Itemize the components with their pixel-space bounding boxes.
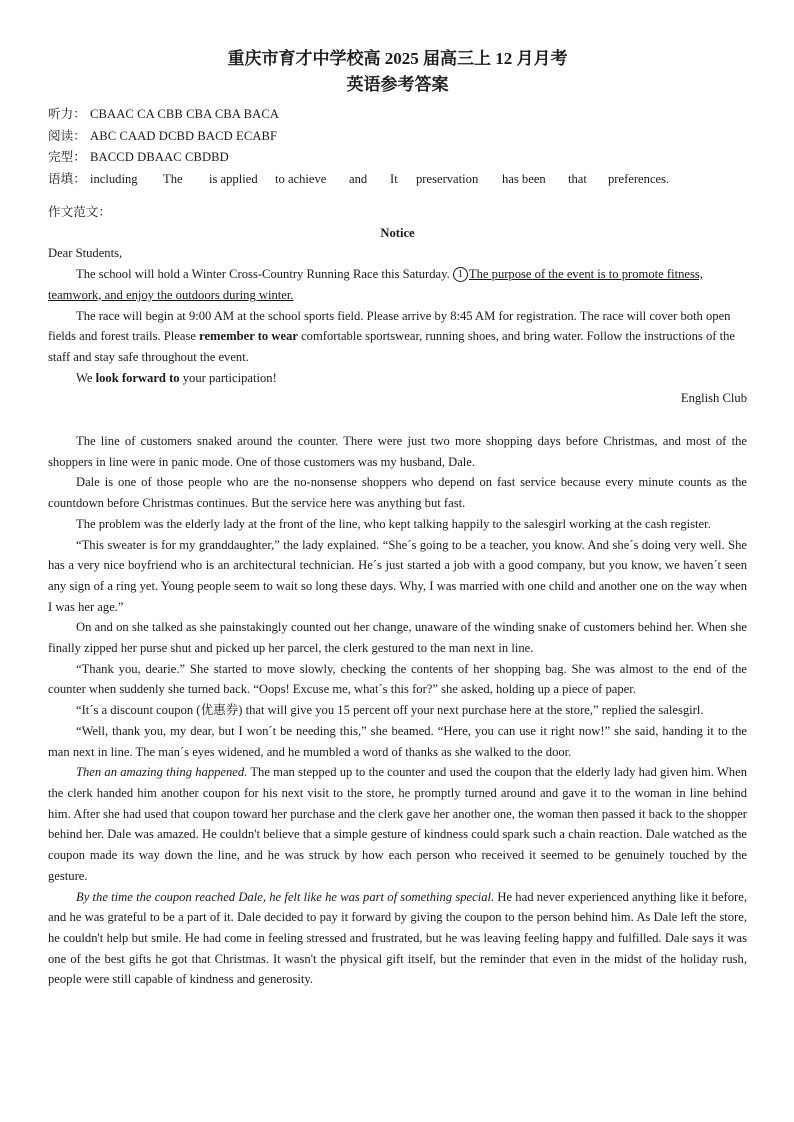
- grammar-answer: is applied: [209, 171, 258, 186]
- notice-text: The school will hold a Winter Cross-Country Running Race this Saturday.: [76, 267, 453, 282]
- essay-label: 作文范文：: [48, 205, 111, 219]
- story-paragraph: Dale is one of those people who are the no-nonsense shoppers who depend on fast service because every minute counts as the countdown before Christmas continues. But the service here was anything but fast.: [48, 475, 747, 511]
- notice-title: Notice: [380, 225, 415, 240]
- story-paragraph: “Thank you, dearie.” She started to move slowly, checking the contents of her shopping bag. She was almost to the end of the counter when suddenly she turned back. “Oops! Excuse me, what´s this for?” she asked, holding up a piece of paper.: [48, 661, 747, 697]
- answer-row-grammar: [48, 169, 747, 191]
- notice-text: comfortable sportswear, running shoes, and bring water. Follow the instructions of the staff and stay safe throughout the event.: [48, 329, 735, 364]
- story-paragraph: [48, 887, 747, 991]
- answer-value: CBAAC CA CBB CBA CBA BACA: [90, 107, 280, 121]
- notice-paragraph-2: [48, 306, 747, 368]
- answer-row-reading: [48, 126, 747, 148]
- page-subtitle: 英语参考答案: [346, 75, 449, 94]
- notice-text: The race will begin at 9:00 AM at the school sports field. Please arrive by 8:45 AM for registration. The race will cover both open fields and forest trails. Please: [48, 308, 731, 344]
- grammar-answer: It: [390, 171, 398, 186]
- grammar-answer: preservation: [416, 171, 479, 186]
- story-text: The man stepped up to the counter and used the coupon that the elderly lady had given him. When the clerk handed him another coupon for his next visit to the store, he promptly turned around and gave it to the woman in line behind him. After she had used that coupon toward her purchase and the clerk gave her another one, the woman then passed it back to the shopper behind her. Dale was amazed. He couldn't believe that a simple gesture of kindness could spark such a chain reaction. Dale watched as the coupon made its way down the line, and he was struck by how each person who received it seemed to be genuinely touched by the gesture.: [48, 765, 747, 883]
- grammar-answer: including: [90, 171, 138, 186]
- italic-opening-sentence: By the time the coupon reached Dale, he felt like he was part of something special.: [76, 889, 495, 904]
- bold-phrase: look forward to: [95, 370, 180, 385]
- grammar-answer: has been: [502, 171, 546, 186]
- document-page: [48, 46, 747, 990]
- answer-row-listening: [48, 104, 747, 126]
- answer-label: 语填：: [48, 171, 86, 186]
- story-paragraph: “Well, thank you, my dear, but I won´t be needing this,” she beamed. “Here, you can use it right now!” she said, handing it to the man next in line. The man´s eyes widened, and he mumbled a word of thanks as she walked to the door.: [48, 723, 747, 759]
- circled-number-marker: 1: [453, 267, 468, 282]
- notice-greeting: Dear Students,: [48, 246, 123, 261]
- story-paragraph: On and on she talked as she painstakingly counted out her change, unaware of the winding snake of customers behind her. When she finally zipped her purse shut and picked up her parcel, the clerk gestured to the man next in line.: [48, 620, 747, 656]
- continuation-story: [48, 431, 747, 990]
- notice-paragraph-1: [48, 264, 747, 305]
- story-paragraph: “This sweater is for my granddaughter,” the lady explained. “She´s going to be a teacher, you know. And she´s doing very well. She has a very nice boyfriend who is an architectural technician. He´s just started a job with a good company, but you know, we haven´t seen any sign of a ring yet. Young people seem to wait so long these days. Why, I was married with one child and another one on the way when I was her age.”: [48, 537, 747, 614]
- italic-opening-sentence: Then an amazing thing happened.: [76, 765, 248, 780]
- story-paragraph: The line of customers snaked around the counter. There were just two more shopping days before Christmas, and most of the shoppers in line were in panic mode. One of those customers was my husband, Dale.: [48, 434, 747, 469]
- grammar-answer: to achieve: [275, 171, 327, 186]
- notice-text: your participation!: [179, 370, 277, 385]
- notice-text: We: [76, 370, 96, 385]
- grammar-answer: that: [568, 171, 587, 186]
- notice-paragraph-3: [48, 368, 747, 389]
- answer-label: 完型：: [48, 150, 86, 164]
- answer-value: ABC CAAD DCBD BACD ECABF: [90, 128, 278, 143]
- grammar-answer: and: [349, 171, 368, 186]
- notice-signature: English Club: [680, 391, 747, 406]
- underlined-purpose-sentence: The purpose of the event is to promote fitness, teamwork, and enjoy the outdoors during winter.: [48, 267, 703, 302]
- story-paragraph: The problem was the elderly lady at the front of the line, who kept talking happily to the salesgirl working at the cash register.: [76, 516, 711, 531]
- answer-label: 听力：: [48, 107, 86, 121]
- grammar-answer: preferences.: [608, 171, 670, 186]
- answer-label: 阅读：: [48, 128, 86, 143]
- story-paragraph: [48, 762, 747, 886]
- grammar-answer: The: [163, 171, 183, 186]
- answer-value: BACCD DBAAC CBDBD: [90, 150, 229, 164]
- story-paragraph: “It´s a discount coupon (优惠券) that will give you 15 percent off your next purchase here at the store,” replied the salesgirl.: [76, 703, 704, 718]
- bold-phrase: remember to wear: [199, 329, 298, 344]
- story-text: He had never experienced anything like it before, and he was grateful to be a part of it. Dale decided to pay it forward by giving the coupon to the person behind him. As Dale left the store, he couldn't help but smile. He had come in feeling stressed and frustrated, but he was leaving feeling happy and fulfilled. Dale says it was one of the best gifts he got that Christmas. It wasn't the physical gift itself, but the reminder that even in the midst of the holiday rush, people were still capable of kindness and generosity.: [48, 889, 747, 987]
- answer-row-cloze: [48, 147, 747, 169]
- page-title: 重庆市育才中学校高 2025 届高三上 12 月月考: [227, 49, 568, 68]
